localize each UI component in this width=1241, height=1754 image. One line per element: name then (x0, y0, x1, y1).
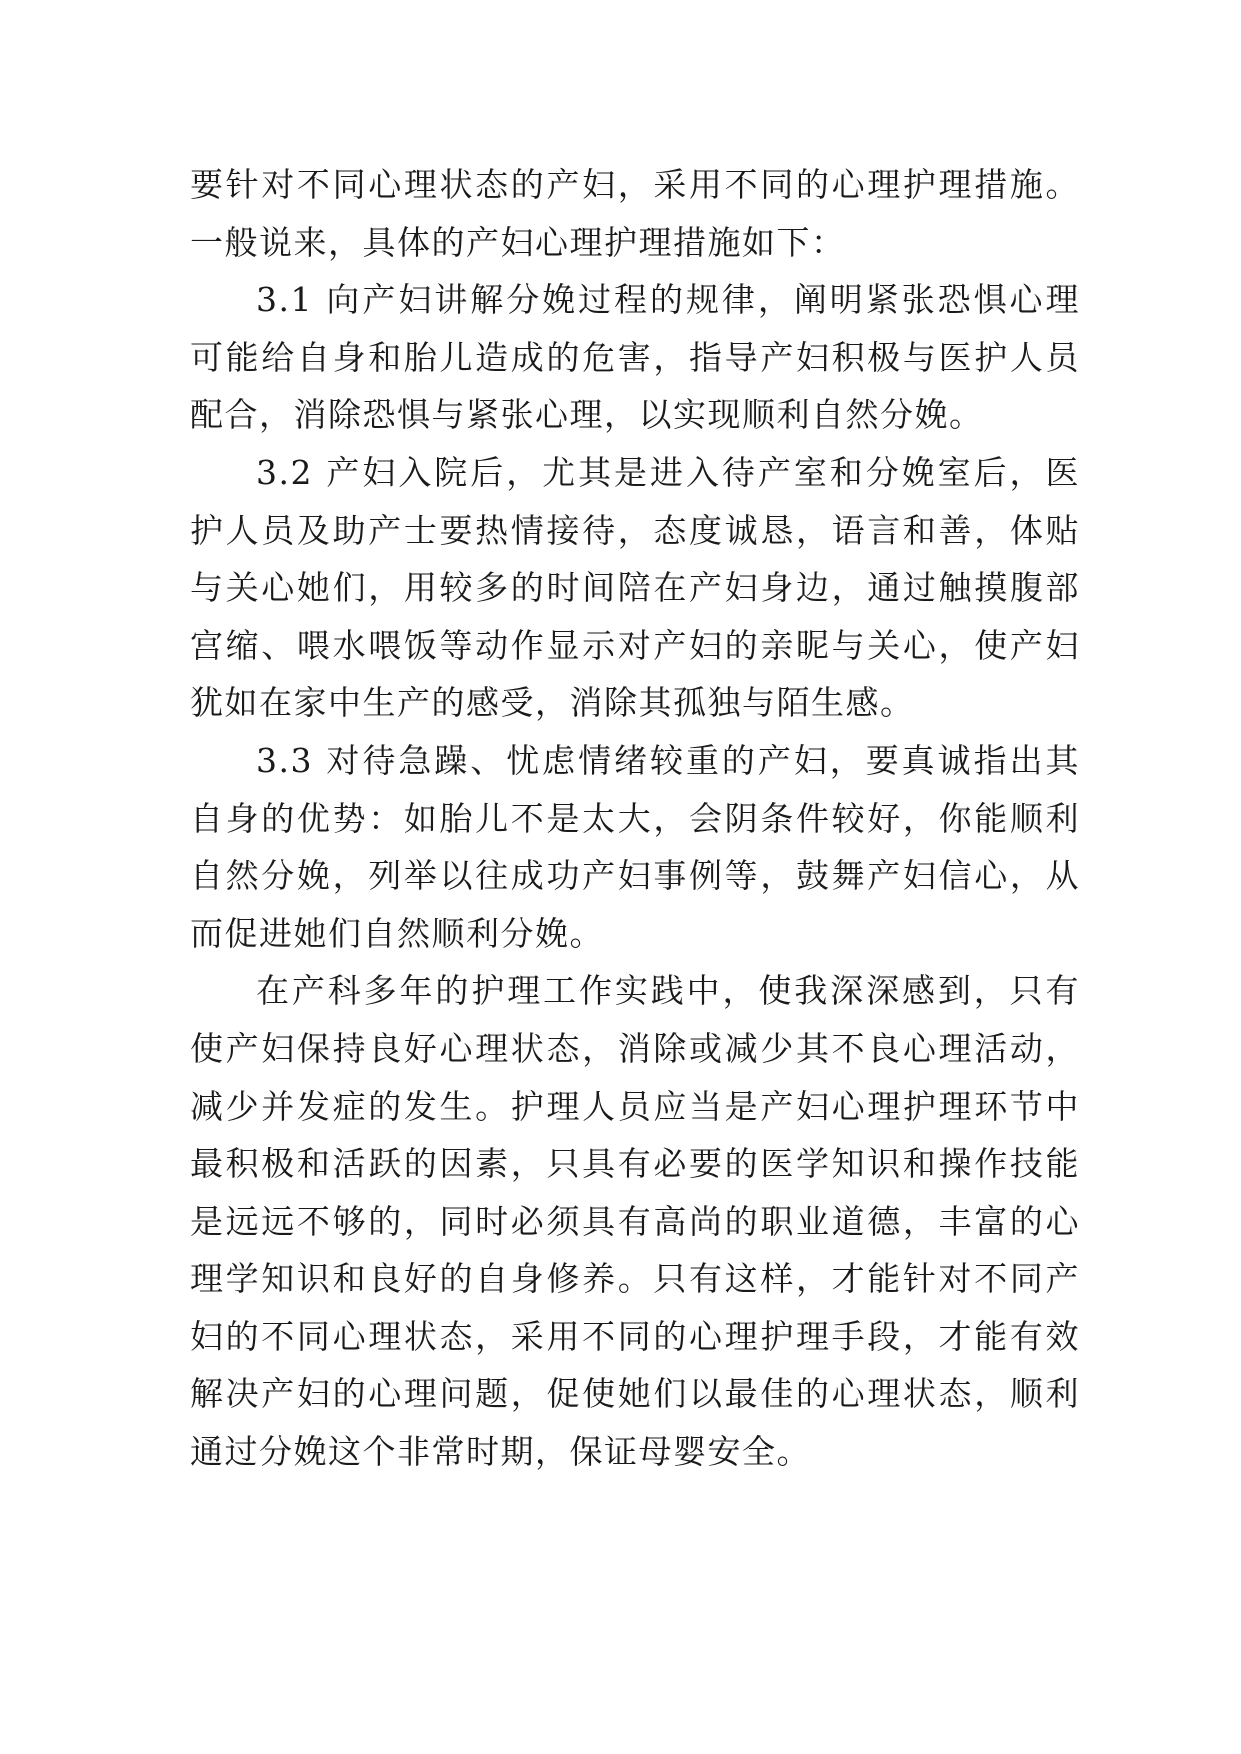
body-text (190, 156, 1080, 1481)
paragraph-3-2: 3.2 产妇入院后，尤其是进入待产室和分娩室后，医护人员及助产士要热情接待，态度诚恳，语言和善，体贴与关心她们，用较多的时间陪在产妇身边，通过触摸腹部宫缩、喂水喂饭等动作显示对产妇的亲昵与关心，使产妇犹如在家中生产的感受，消除其孤独与陌生感。 (190, 452, 1080, 723)
paragraph-3-1: 3.1 向产妇讲解分娩过程的规律，阐明紧张恐惧心理可能给自身和胎儿造成的危害，指导产妇积极与医护人员配合，消除恐惧与紧张心理，以实现顺利自然分娩。 (190, 280, 1080, 435)
paragraph-3-3: 3.3 对待急躁、忧虑情绪较重的产妇，要真诚指出其自身的优势：如胎儿不是太大，会阴条件较好，你能顺利自然分娩，列举以往成功产妇事例等，鼓舞产妇信心，从而促进她们自然顺利分娩。 (190, 740, 1080, 953)
paragraph-conclusion: 在产科多年的护理工作实践中，使我深深感到，只有使产妇保持良好心理状态，消除或减少其不良心理活动，减少并发症的发生。护理人员应当是产妇心理护理环节中最积极和活跃的因素，只具有必要的医学知识和操作技能是远远不够的，同时必须具有高尚的职业道德，丰富的心理学知识和良好的自身修养。只有这样，才能针对不同产妇的不同心理状态，采用不同的心理护理手段，才能有效解决产妇的心理问题，促使她们以最佳的心理状态，顺利通过分娩这个非常时期，保证母婴安全。 (190, 971, 1080, 1472)
paragraph-intro: 要针对不同心理状态的产妇，采用不同的心理护理措施。一般说来，具体的产妇心理护理措施如下： (190, 165, 1080, 262)
